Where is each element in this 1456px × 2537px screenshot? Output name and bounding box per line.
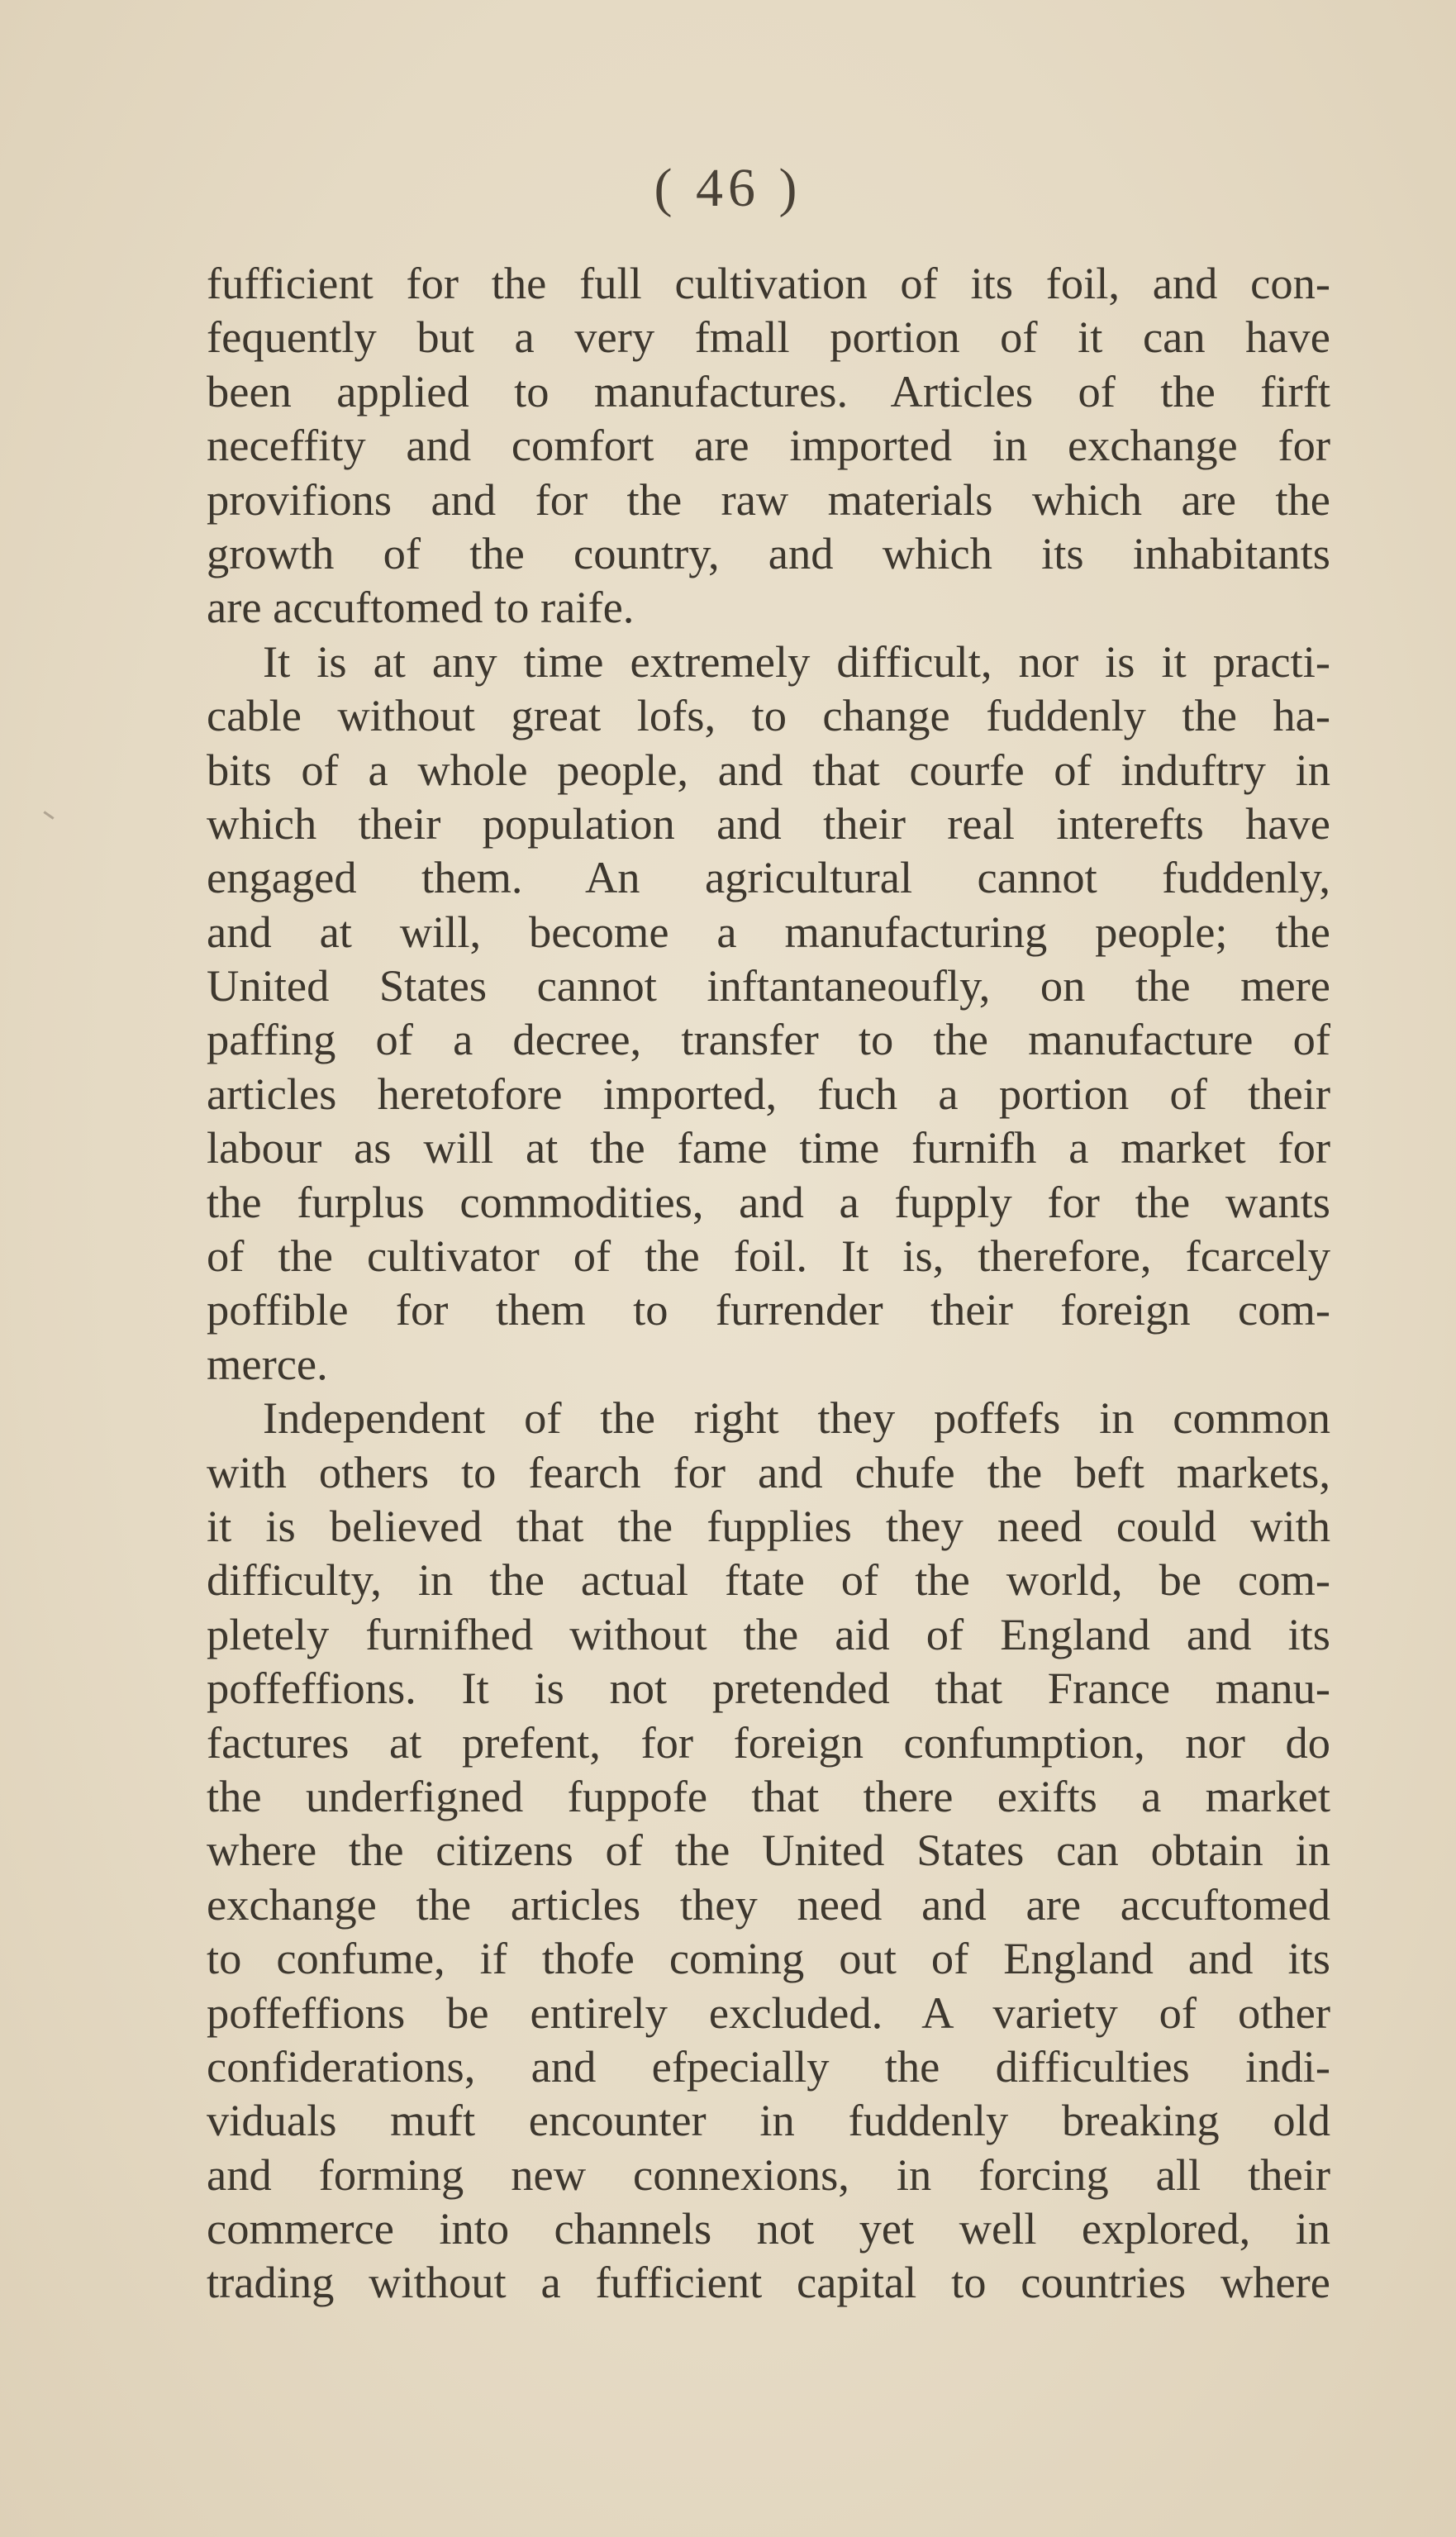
text-line: cable without great lofs, to change fuddenly the ha- xyxy=(207,690,1330,741)
text-line: are accuftomed to raife. xyxy=(207,582,635,633)
text-line: the furplus commodities, and a fupply for the wants xyxy=(207,1176,1330,1227)
text-line: United States cannot inftantaneoufly, on the mere xyxy=(207,960,1330,1011)
text-line: labour as will at the fame time furnifh a market for xyxy=(207,1122,1330,1173)
body-text xyxy=(207,256,1330,2310)
paragraph xyxy=(207,256,1330,635)
text-line: the underfigned fuppofe that there exifts a market xyxy=(207,1770,1330,1821)
text-line: poffible for them to furrender their foreign com- xyxy=(207,1284,1330,1335)
text-line: growth of the country, and which its inhabitants xyxy=(207,527,1330,578)
paragraph xyxy=(207,1391,1330,2310)
text-line: trading without a fufficient capital to countries where xyxy=(207,2257,1330,2308)
text-line: it is believed that the fupplies they need could with xyxy=(207,1500,1330,1551)
text-line: which their population and their real interefts have xyxy=(207,797,1330,849)
text-line: and at will, become a manufacturing people; the xyxy=(207,906,1330,957)
text-line: exchange the articles they need and are accuftomed xyxy=(207,1878,1330,1930)
text-line: with others to fearch for and chufe the beft markets, xyxy=(207,1446,1330,1497)
text-line: merce. xyxy=(207,1338,328,1389)
text-line: been applied to manufactures. Articles of the firft xyxy=(207,365,1330,416)
page-number: ( 46 ) xyxy=(654,158,802,218)
text-line: difficulty, in the actual ftate of the world, be com- xyxy=(207,1554,1330,1606)
text-line: factures at prefent, for foreign confumption, nor do xyxy=(207,1716,1330,1768)
text-line: to confume, if thofe coming out of England and its xyxy=(207,1933,1330,1984)
text-line: of the cultivator of the foil. It is, therefore, fcarcely xyxy=(207,1230,1330,1282)
text-line: engaged them. An agricultural cannot fuddenly, xyxy=(207,852,1330,903)
paragraph xyxy=(207,635,1330,1391)
text-line: paffing of a decree, transfer to the manufacture of xyxy=(207,1014,1330,1065)
text-line: neceffity and comfort are imported in exchange for xyxy=(207,420,1330,471)
text-line: fequently but a very fmall portion of it can have xyxy=(207,312,1330,363)
margin-mark xyxy=(43,811,54,819)
text-line: poffeffions be entirely excluded. A variety of other xyxy=(207,1987,1330,2038)
text-line: where the citizens of the United States can obtain in xyxy=(207,1825,1330,1876)
text-line: Independent of the right they poffefs in common xyxy=(263,1392,1330,1444)
text-line: pletely furnifhed without the aid of England and its xyxy=(207,1608,1330,1659)
text-line: provifions and for the raw materials which are the xyxy=(207,474,1330,525)
text-line: commerce into channels not yet well explored, in xyxy=(207,2203,1330,2254)
text-line: fufficient for the full cultivation of its foil, and con- xyxy=(207,258,1330,308)
text-line: poffeffions. It is not pretended that France manu- xyxy=(207,1663,1330,1714)
text-line: articles heretofore imported, fuch a portion of their xyxy=(207,1068,1330,1119)
text-line: viduals muft encounter in fuddenly breaking old xyxy=(207,2095,1330,2146)
text-line: bits of a whole people, and that courfe of induftry in xyxy=(207,744,1330,795)
text-line: confiderations, and efpecially the difficulties indi- xyxy=(207,2040,1330,2092)
text-line: It is at any time extremely difficult, nor is it practi- xyxy=(263,635,1330,687)
text-line: and forming new connexions, in forcing all their xyxy=(207,2149,1330,2200)
